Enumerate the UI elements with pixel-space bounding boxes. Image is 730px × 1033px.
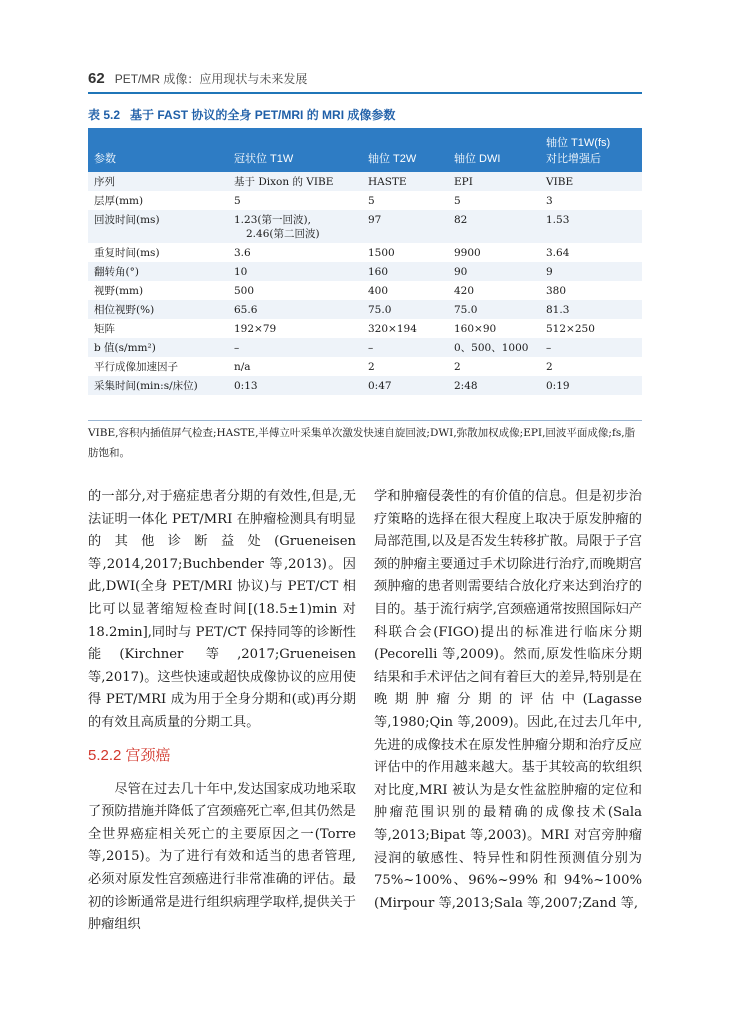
axial-t1w-fs-cell: 81.3 [540, 300, 642, 319]
param-cell: b 值(s/mm²) [88, 338, 228, 357]
table-header-row [88, 128, 642, 172]
axial-t1w-fs-cell: 0:19 [540, 376, 642, 395]
param-cell: 序列 [88, 172, 228, 191]
axial-dwi-cell: 5 [448, 191, 540, 210]
axial-t1w-fs-cell: 512×250 [540, 319, 642, 338]
header-param: 参数 [88, 128, 228, 172]
axial-t2w-cell: 0:47 [362, 376, 448, 395]
axial-t2w-cell: 2 [362, 357, 448, 376]
axial-t1w-fs-cell: 2 [540, 357, 642, 376]
coronal-t1w-cell: 10 [228, 262, 362, 281]
coronal-t1w-cell: 500 [228, 281, 362, 300]
header-divider [88, 92, 642, 94]
axial-t1w-fs-cell: 3 [540, 191, 642, 210]
header-axial-t2w: 轴位 T2W [362, 128, 448, 172]
section-heading: 5.2.2 宫颈癌 [88, 746, 171, 764]
coronal-t1w-cell: 5 [228, 191, 362, 210]
table-row [88, 338, 642, 357]
table-row [88, 319, 642, 338]
axial-t1w-fs-cell: 9 [540, 262, 642, 281]
page-number: 62 [88, 69, 105, 87]
coronal-t1w-cell: 0:13 [228, 376, 362, 395]
header-axial-t1w-fs-line2: 对比增强后 [546, 153, 601, 165]
param-cell: 视野(mm) [88, 281, 228, 300]
table-row [88, 262, 642, 281]
axial-t2w-cell: 5 [362, 191, 448, 210]
axial-t2w-cell: 1500 [362, 243, 448, 262]
param-cell: 重复时间(ms) [88, 243, 228, 262]
coronal-t1w-cell: 基于 Dixon 的 VIBE [228, 172, 362, 191]
table-row [88, 376, 642, 395]
coronal-t1w-cell: 3.6 [228, 243, 362, 262]
body-paragraph: 的一部分,对于癌症患者分期的有效性,但是,无法证明一体化 PET/MRI 在肿瘤检测具有明显的其他诊断益处(Grueneisen 等,2014,2017;Buchbender 等,2013)。因此,DWI(全身 PET/MRI 协议)与 PET/CT 相比可以显著缩短检查时间[(18.5±1)min 对 18.2min],同时与 PET/CT 保持同等的诊断性能(Kirchner 等,2017;Grueneisen 等,2017)。这些快速或超快成像协议的应用使得 PET/MRI 成为用于全身分期和(或)再分期的有效且高质量的分期工具。 [88, 489, 356, 730]
running-title: PET/MR 成像：应用现状与未来发展 [114, 71, 308, 86]
table-caption-title: 基于 FAST 协议的全身 PET/MRI 的 MRI 成像参数 [130, 108, 396, 122]
echo-second-line: 2.46(第二回波) [246, 228, 320, 240]
axial-t2w-cell: 320×194 [362, 319, 448, 338]
axial-t1w-fs-cell: VIBE [540, 172, 642, 191]
axial-dwi-cell: 2:48 [448, 376, 540, 395]
axial-t1w-fs-cell: 3.64 [540, 243, 642, 262]
parameters-table [88, 128, 642, 395]
axial-t1w-fs-cell: 1.53 [540, 210, 642, 243]
axial-dwi-cell: 2 [448, 357, 540, 376]
axial-t2w-cell: 97 [362, 210, 448, 243]
table-footnote: VIBE,容积内插值屏气检查;HASTE,半傅立叶采集单次激发快速自旋回波;DWI,弥散加权成像;EPI,回波平面成像;fs,脂肪饱和。 [88, 420, 642, 463]
body-paragraph: 尽管在过去几十年中,发达国家成功地采取了预防措施并降低了宫颈癌死亡率,但其仍然是全世界癌症相关死亡的主要原因之一(Torre 等,2015)。为了进行有效和适当的患者管理,必须对原发性宫颈癌进行非常准确的评估。最初的诊断通常是进行组织病理学取样,提供关于肿瘤组织 [88, 781, 356, 933]
echo-first-line: 1.23(第一回波), [234, 214, 311, 226]
axial-t2w-cell: 75.0 [362, 300, 448, 319]
param-cell: 层厚(mm) [88, 191, 228, 210]
table-row [88, 300, 642, 319]
coronal-t1w-cell: 192×79 [228, 319, 362, 338]
coronal-t1w-cell: 65.6 [228, 300, 362, 319]
axial-dwi-cell: 75.0 [448, 300, 540, 319]
table-row [88, 243, 642, 262]
table-row [88, 357, 642, 376]
table-caption-number: 表 5.2 [88, 108, 121, 122]
axial-dwi-cell: 160×90 [448, 319, 540, 338]
axial-dwi-cell: 90 [448, 262, 540, 281]
axial-t2w-cell: – [362, 338, 448, 357]
axial-dwi-cell: 82 [448, 210, 540, 243]
param-cell: 矩阵 [88, 319, 228, 338]
param-cell: 采集时间(min:s/床位) [88, 376, 228, 395]
axial-t1w-fs-cell: – [540, 338, 642, 357]
axial-dwi-cell: 420 [448, 281, 540, 300]
axial-dwi-cell: 9900 [448, 243, 540, 262]
axial-t2w-cell: 400 [362, 281, 448, 300]
coronal-t1w-cell: – [228, 338, 362, 357]
param-cell: 翻转角(°) [88, 262, 228, 281]
table-caption [88, 106, 642, 123]
header-coronal-t1w: 冠状位 T1W [228, 128, 362, 172]
coronal-t1w-cell: n/a [228, 357, 362, 376]
axial-dwi-cell: 0、500、1000 [448, 338, 540, 357]
param-cell: 相位视野(%) [88, 300, 228, 319]
table-row [88, 172, 642, 191]
axial-t2w-cell: 160 [362, 262, 448, 281]
axial-dwi-cell: EPI [448, 172, 540, 191]
header-axial-t1w-fs [540, 128, 642, 172]
body-paragraph: 学和肿瘤侵袭性的有价值的信息。但是初步治疗策略的选择在很大程度上取决于原发肿瘤的局部范围,以及是否发生转移扩散。局限于子宫颈的肿瘤主要通过手术切除进行治疗,而晚期宫颈肿瘤的患者则需要结合放化疗来达到治疗的目的。基于流行病学,宫颈癌通常按照国际妇产科联合会(FIGO)提出的标准进行临床分期(Pecorelli 等,2009)。然而,原发性临床分期结果和手术评估之间有着巨大的差异,特别是在晚期肿瘤分期的评估中(Lagasse 等,1980;Qin 等,2009)。因此,在过去几年中,先进的成像技术在原发性肿瘤分期和治疗反应评估中的作用越来越大。基于其较高的软组织对比度,MRI 被认为是女性盆腔肿瘤的定位和肿瘤范围识别的最精确的成像技术(Sala 等,2013;Bipat 等,2003)。MRI 对宫旁肿瘤浸润的敏感性、特异性和阴性预测值分别为 75%~100%、96%~99% 和 94%~100%(Mirpour 等,2013;Sala 等,2007;Zand 等, [374, 489, 642, 911]
page-header [88, 66, 642, 90]
header-axial-dwi: 轴位 DWI [448, 128, 540, 172]
param-cell: 回波时间(ms) [88, 210, 228, 243]
param-cell: 平行成像加速因子 [88, 357, 228, 376]
coronal-t1w-cell [228, 210, 362, 243]
table-row [88, 210, 642, 243]
axial-t1w-fs-cell: 380 [540, 281, 642, 300]
left-column [88, 486, 356, 937]
right-column [374, 486, 642, 915]
axial-t2w-cell: HASTE [362, 172, 448, 191]
table-row [88, 191, 642, 210]
header-axial-t1w-fs-line1: 轴位 T1W(fs) [546, 137, 611, 149]
table-row [88, 281, 642, 300]
